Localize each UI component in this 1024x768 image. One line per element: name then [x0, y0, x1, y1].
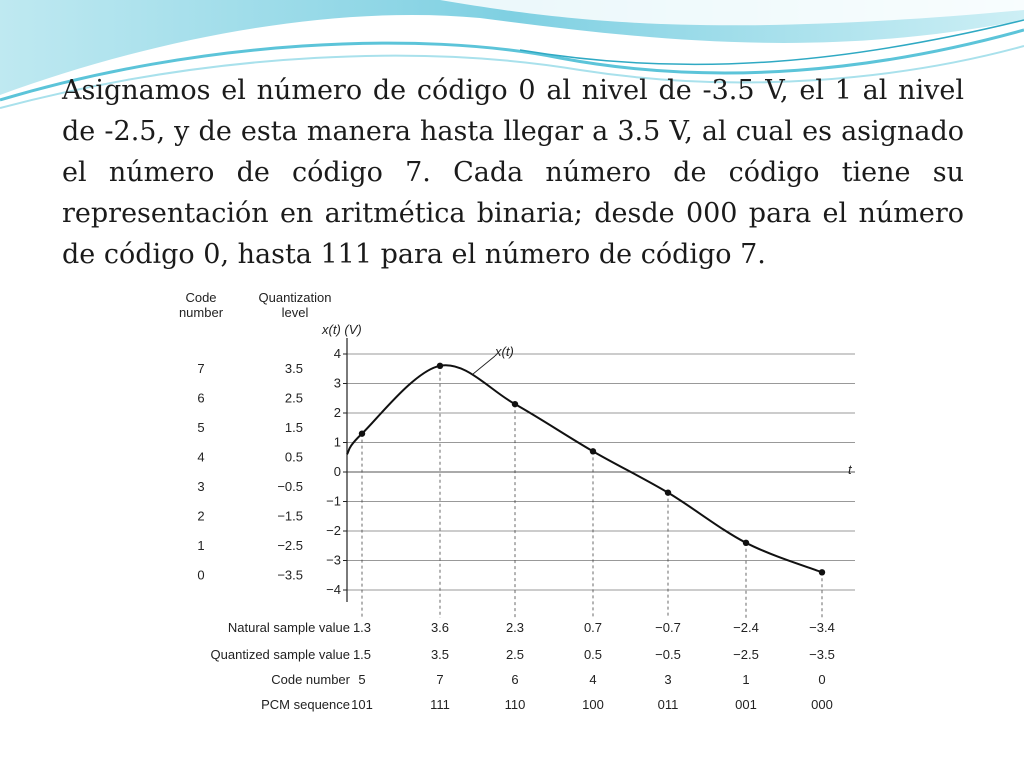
- table-cell: 6: [511, 672, 519, 687]
- quantization-level-label: 0.5: [284, 449, 303, 465]
- table-cell: 2.3: [505, 620, 525, 635]
- y-axis-label: x(t) (V): [322, 322, 362, 337]
- table-row-label: Code number: [271, 672, 350, 687]
- table-row-label: Quantized sample value: [210, 647, 350, 662]
- code-number-label: 5: [197, 419, 205, 435]
- table-cell: −0.5: [655, 647, 681, 662]
- y-tick-label: 4: [333, 346, 341, 361]
- table-cell: 1.5: [352, 647, 372, 662]
- table-cell: 110: [504, 697, 526, 712]
- table-cell: 0.5: [583, 647, 603, 662]
- header-quantization-level: Quantization level: [258, 290, 332, 320]
- quantization-level-label: −0.5: [277, 478, 303, 494]
- y-tick-label: 2: [333, 405, 341, 420]
- table-cell: 100: [582, 697, 604, 712]
- table-cell: 1: [742, 672, 750, 687]
- y-tick-label: −4: [326, 582, 341, 597]
- y-tick-label: 1: [333, 434, 341, 450]
- sample-point: [512, 401, 518, 407]
- pcm-chart: [165, 288, 860, 720]
- table-row-label: Natural sample value: [227, 620, 350, 635]
- sample-point: [819, 569, 825, 575]
- table-cell: 000: [811, 697, 833, 712]
- table-cell: −3.5: [809, 647, 835, 662]
- code-number-label: 4: [197, 449, 205, 465]
- code-number-label: 1: [197, 537, 205, 553]
- code-number-label: 6: [197, 390, 205, 406]
- quantization-level-label: 1.5: [284, 419, 303, 435]
- y-tick-label: 0: [333, 464, 341, 479]
- sample-point: [743, 540, 749, 546]
- quantization-level-label: −3.5: [277, 567, 303, 583]
- quantization-level-label: −2.5: [277, 537, 303, 553]
- table-cell: 7: [436, 672, 444, 687]
- quantization-level-label: 2.5: [284, 390, 303, 406]
- sample-point: [437, 363, 443, 369]
- table-cell: 111: [430, 697, 450, 712]
- code-number-label: 3: [197, 478, 205, 494]
- pcm-quantization-figure: [165, 288, 860, 720]
- curve-label: x(t): [495, 344, 514, 359]
- sample-point: [665, 489, 671, 495]
- table-cell: 1.3: [352, 620, 372, 635]
- y-tick-label: −3: [326, 552, 341, 568]
- table-cell: −2.4: [733, 620, 759, 635]
- curve-label-pointer: [473, 356, 495, 374]
- table-row-label: PCM sequence: [261, 697, 350, 712]
- table-cell: 011: [657, 697, 679, 712]
- table-cell: 2.5: [505, 647, 525, 662]
- table-cell: −3.4: [809, 620, 835, 635]
- signal-curve: [347, 365, 822, 572]
- y-tick-label: −1: [326, 493, 341, 509]
- table-cell: −2.5: [733, 647, 759, 662]
- table-cell: 3: [664, 672, 672, 687]
- sample-point: [359, 430, 365, 436]
- table-cell: 5: [358, 672, 366, 687]
- table-cell: 3.5: [430, 647, 450, 662]
- table-cell: 101: [351, 697, 373, 712]
- code-number-label: 0: [197, 567, 205, 583]
- slide-paragraph: Asignamos el número de código 0 al nivel de -3.5 V, el 1 al nivel de -2.5, y de esta manera hasta llegar a 3.5 V, al cual es asignado el número de código 7. Cada número de código tiene su representación en aritmética binaria; desde 000 para el número de código 0, hasta 111 para el número de código 7.: [62, 75, 964, 270]
- y-tick-label: −2: [326, 523, 341, 538]
- table-cell: 0.7: [583, 620, 603, 635]
- header-code-number: Code number: [178, 290, 224, 320]
- quantization-level-label: 3.5: [284, 360, 303, 376]
- x-axis-label: t: [848, 462, 852, 477]
- table-cell: 4: [589, 672, 597, 687]
- table-cell: 001: [735, 697, 757, 712]
- table-cell: −0.7: [655, 620, 681, 635]
- code-number-label: 2: [197, 508, 205, 524]
- table-cell: 0: [818, 672, 826, 687]
- table-cell: 3.6: [430, 620, 450, 635]
- quantization-level-label: −1.5: [277, 508, 303, 524]
- sample-point: [590, 448, 596, 454]
- code-number-label: 7: [197, 360, 205, 376]
- y-tick-label: 3: [333, 375, 341, 391]
